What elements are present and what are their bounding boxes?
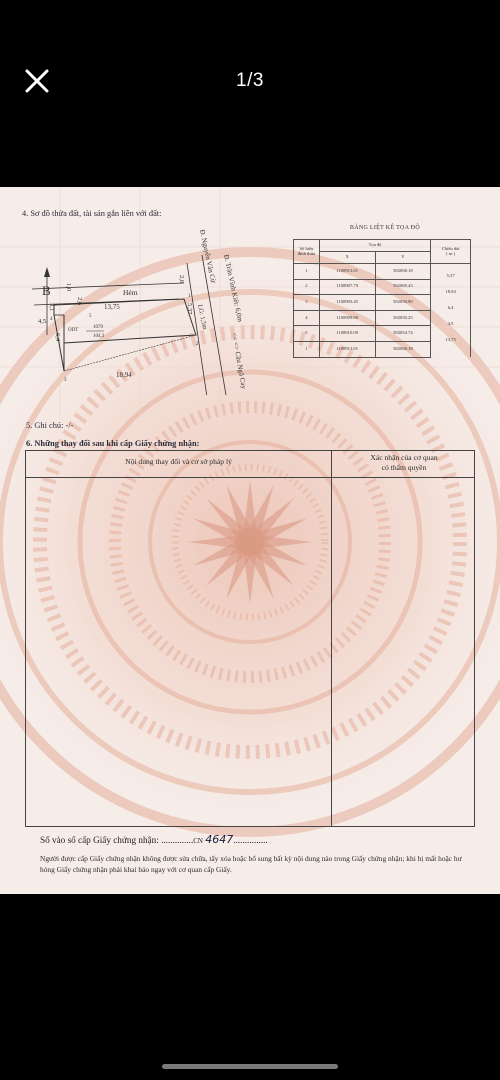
north-arrow-icon xyxy=(44,267,50,277)
col-coord-header: Tọa độ xyxy=(319,240,430,252)
col-x-header: X xyxy=(319,252,375,264)
table-row: 5 1108910.09 582054.74 xyxy=(294,326,471,342)
col-point-header: Số hiệu đỉnh thửa xyxy=(294,240,320,264)
vertex-2: 2 xyxy=(196,342,199,347)
land-code: ODT xyxy=(68,328,79,333)
street-nguyen-van-cu-label: Đ. Nguyễn Văn Cừ xyxy=(198,228,218,284)
setback-label: LG: 1,5m xyxy=(196,303,209,331)
length-column: 5,37 18,94 6,4 4,5 13,75 xyxy=(431,264,471,358)
land-plot-sketch xyxy=(24,225,274,395)
dim-left-small2: 2,6 xyxy=(76,297,83,306)
dim-left-small: 1,0 xyxy=(65,283,72,292)
street-tran-vinh-kiet-label: Đ. Trần Vĩnh Kiết: 6,0m xyxy=(222,253,245,323)
col-y-header: Y xyxy=(375,252,431,264)
dim-right-a: 2,6 xyxy=(178,275,185,284)
vertex-5: 5 xyxy=(89,314,92,319)
dim-right-b: 5,37 xyxy=(186,303,193,315)
north-label: B xyxy=(42,283,51,298)
coord-table-title: BẢNG LIỆT KÊ TỌA ĐỘ xyxy=(349,225,421,231)
coord-table xyxy=(293,239,471,358)
certificate-page[interactable] xyxy=(0,187,500,894)
col-length-header: Chiều dài ( m ) xyxy=(431,240,471,264)
dim-top-edge: 13,75 xyxy=(104,303,120,311)
dim-left-mid: 4,5 xyxy=(38,318,47,325)
section-6-title: 6. Những thay đổi sau khi cấp Giấy chứng nhận: xyxy=(26,439,200,448)
vertex-3: 3 xyxy=(64,378,67,383)
certificate-notice: Người được cấp Giấy chứng nhận không được sửa chữa, tẩy xóa hoặc bổ sung bất kỳ nội dung nào trong Giấy chứng nhận; khi bị mất hoặc hư hỏng Giấy chứng nhận phải khai báo ngay với cơ quan cấp Giấy. xyxy=(40,854,462,875)
dim-left-top: 3,1 xyxy=(48,303,55,312)
direction-label: <= => Cầu Ngã Cay xyxy=(230,331,248,390)
vertex-4: 4 xyxy=(50,317,53,322)
table-row: 3 1108903.45 582050.99 xyxy=(294,295,471,311)
table-row: 4 1108909.80 582050.25 xyxy=(294,310,471,326)
table-row: 1 1108913.01 582068.18 xyxy=(294,341,471,357)
alley-label: Hẻm xyxy=(123,288,138,297)
viewer-top-bar xyxy=(0,0,500,170)
changes-table xyxy=(25,450,475,827)
dim-left-bottom: 6,4 xyxy=(54,333,61,342)
col-confirm-header: Xác nhận của cơ quan có thẩm quyền xyxy=(370,453,438,472)
parcel-area: 104,3 xyxy=(93,334,105,339)
registry-number-line: Số vào sổ cấp Giấy chứng nhận: ..............CN 4647............... xyxy=(40,833,268,846)
home-indicator[interactable] xyxy=(162,1064,338,1069)
registry-number: 4647 xyxy=(205,833,234,846)
col-content-header: Nội dung thay đổi và cơ sở pháp lý xyxy=(125,457,232,466)
parcel-number: 1079 xyxy=(93,325,103,330)
section-5-title: 5. Ghi chú: -/- xyxy=(26,421,74,430)
vertex-1: 1 xyxy=(188,294,191,299)
dim-bottom: 18,94 xyxy=(116,371,132,379)
table-row: 1 1108913.01 582068.18 5,37 18,94 6,4 4,5 13,75 xyxy=(294,264,471,280)
page-counter: 1/3 xyxy=(236,70,264,91)
section-4-title: 4. Sơ đồ thửa đất, tài sản gắn liền với đất: xyxy=(22,209,162,218)
table-row: 2 1108907.79 582069.43 xyxy=(294,279,471,295)
